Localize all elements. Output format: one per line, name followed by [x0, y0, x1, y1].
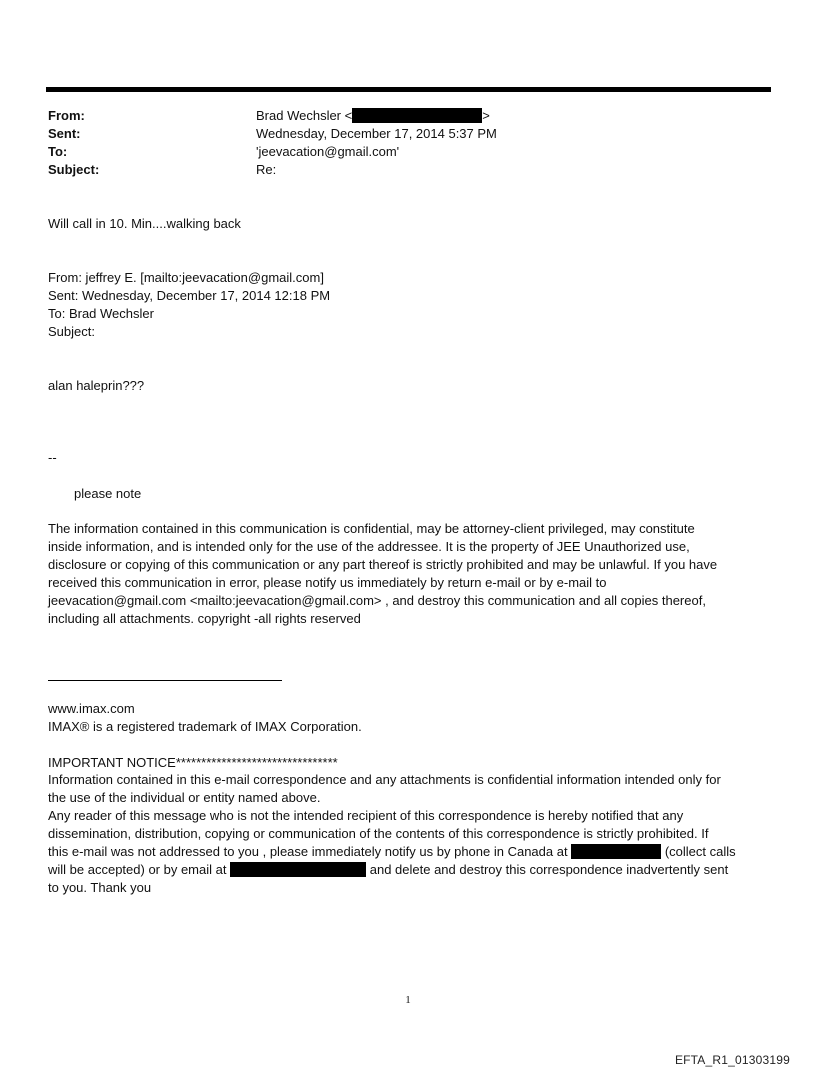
redaction-block	[352, 108, 482, 123]
notice-line: Any reader of this message who is not the intended recipient of this correspondence is hereby notified that any	[48, 808, 684, 823]
sent-label: Sent:	[48, 126, 81, 141]
notice-line: dissemination, distribution, copying or communication of the contents of this correspondence is strictly prohibited. If	[48, 826, 709, 841]
notice-line: Information contained in this e-mail correspondence and any attachments is confidential information intended only for	[48, 772, 721, 787]
confidentiality-notice	[48, 520, 766, 628]
confidentiality-line: The information contained in this communication is confidential, may be attorney-client privileged, may constitute	[48, 521, 695, 536]
to-value: 'jeevacation@gmail.com'	[256, 144, 400, 159]
header-rule	[46, 87, 771, 92]
signature-divider	[48, 680, 282, 681]
please-note: please note	[74, 486, 142, 501]
confidentiality-line: including all attachments. copyright -all rights reserved	[48, 611, 361, 626]
from-open-bracket: <	[344, 108, 353, 123]
notice-line-5b: (collect calls	[664, 844, 736, 859]
confidentiality-line: disclosure or copying of this communication or any part thereof is strictly prohibited and may be unlawful. If you have	[48, 557, 718, 572]
subject-value: Re:	[256, 162, 277, 177]
quoted-subject: Subject:	[48, 324, 95, 339]
confidentiality-line: received this communication in error, please notify us immediately by return e-mail or by e-mail to	[48, 575, 607, 590]
quoted-to: To: Brad Wechsler	[48, 306, 154, 321]
trademark-text: IMAX® is a registered trademark of IMAX Corporation.	[48, 719, 362, 734]
to-label: To:	[48, 144, 68, 159]
notice-line	[48, 861, 766, 879]
from-value	[256, 107, 490, 125]
from-close-bracket: >	[482, 108, 490, 123]
from-label: From:	[48, 108, 85, 123]
confidentiality-line: inside information, and is intended only for the use of the addressee. It is the property of JEE Unauthorized use,	[48, 539, 690, 554]
reply-text: Will call in 10. Min....walking back	[48, 216, 241, 231]
notice-line	[48, 843, 766, 861]
website-link[interactable]: www.imax.com	[48, 701, 135, 716]
sent-value: Wednesday, December 17, 2014 5:37 PM	[256, 126, 497, 141]
subject-label: Subject:	[48, 162, 100, 177]
quoted-message: alan haleprin???	[48, 378, 145, 393]
notice-line: to you. Thank you	[48, 880, 152, 895]
confidentiality-line: jeevacation@gmail.com <mailto:jeevacation@gmail.com> , and destroy this communication and all copies thereof,	[48, 593, 706, 608]
important-notice	[48, 771, 766, 897]
page-number: 1	[405, 994, 411, 1006]
notice-line-6a: will be accepted) or by email at	[48, 862, 227, 877]
notice-line-5a: this e-mail was not addressed to you , please immediately notify us by phone in Canada at	[48, 844, 568, 859]
document-id: EFTA_R1_01303199	[674, 1053, 790, 1067]
from-name: Brad Wechsler	[256, 108, 342, 123]
notice-title: IMPORTANT NOTICE********************************	[48, 755, 338, 770]
signature-dashes: --	[48, 450, 57, 465]
redaction-block	[571, 844, 661, 859]
quoted-from: From: jeffrey E. [mailto:jeevacation@gmail.com]	[48, 270, 324, 285]
notice-line: the use of the individual or entity named above.	[48, 790, 321, 805]
redaction-block	[230, 862, 366, 877]
quoted-sent: Sent: Wednesday, December 17, 2014 12:18 PM	[48, 288, 331, 303]
notice-line-6b: and delete and destroy this correspondence inadvertently sent	[369, 862, 729, 877]
